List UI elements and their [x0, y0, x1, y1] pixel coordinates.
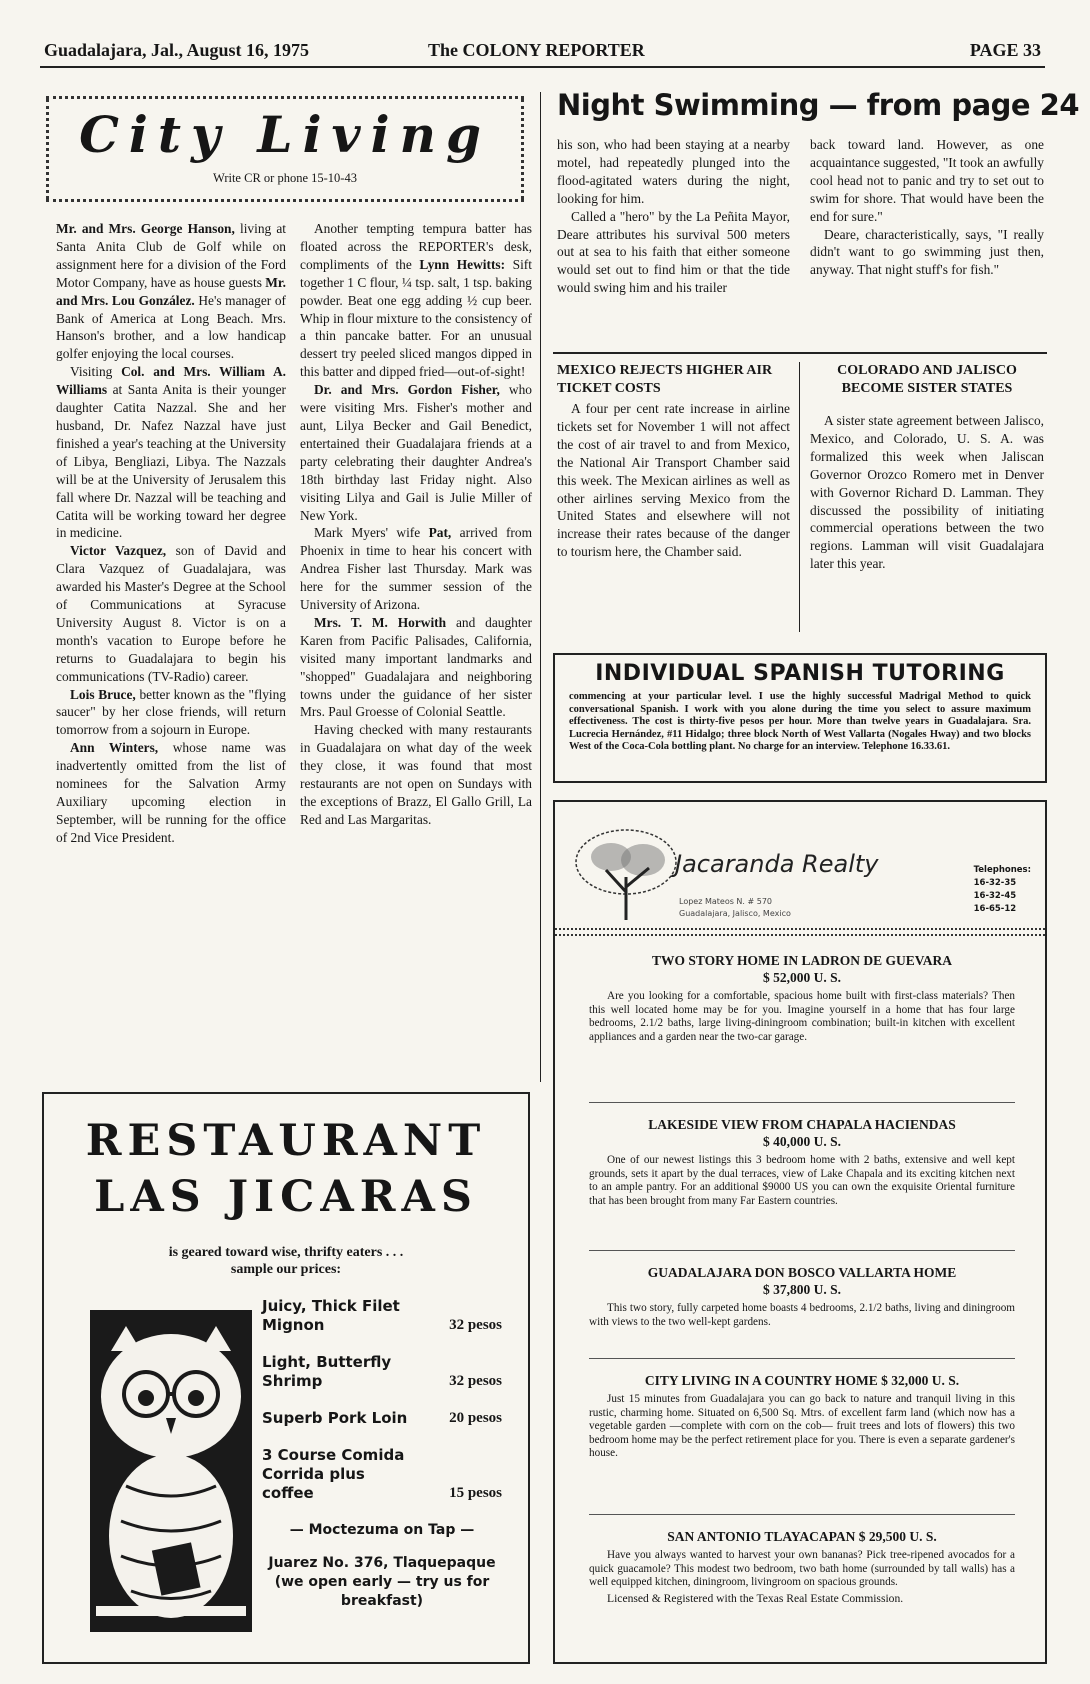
tutoring-ad-title: INDIVIDUAL SPANISH TUTORING — [595, 661, 1005, 686]
masthead-paper-name: The COLONY REPORTER — [428, 40, 645, 60]
paragraph: Victor Vazquez, son of David and Clara Vazquez of Guadalajara, was awarded his Master's Degree at the School of Communications at Syracuse University August 8. Victor is on a month's vacation to Europe before he returns to Guadalajara to begin his communications (TV-Radio) career. — [56, 543, 286, 684]
listing-divider — [589, 1250, 1015, 1251]
masthead-date: Guadalajara, Jal., August 16, 1975 — [44, 40, 310, 60]
paragraph: his son, who had been staying at a nearby motel, had repeatedly plunged into the flood-agitated waters during the night, looking for him. — [557, 137, 790, 206]
paragraph: Visiting Col. and Mrs. William A. Williams at Santa Anita is their younger daughter Catita Nazzal. She and her husband, Dr. Nafez Nazzal have just finished a year's teaching at the University of Libya, Bengliazi, Libya. The Nazzals will be at the University of Jerusalem this fall where Dr. Nazzal will be teaching and Catita will be working toward her degree in medicine. — [56, 364, 286, 541]
paragraph: Lois Bruce, better known as the "flying saucer" by her close friends, will return tomorrow from a sojourn in Europe. — [56, 686, 286, 738]
paragraph: Dr. and Mrs. Gordon Fisher, who were visiting Mrs. Fisher's mother and aunt, Lilya Becker and Gail Benedict, entertained their Guadalajara friends at a party celebrating their daughter Andrea's 18th birthday last Friday night. Also visiting Lilya and Gail is Julie Miller of New York. — [300, 382, 532, 523]
menu-item-name: 3 Course Comida Corrida plus coffee — [262, 1446, 405, 1502]
masthead-page-number: PAGE 33 — [969, 40, 1041, 60]
menu-item-name: Light, Butterfly Shrimp — [262, 1353, 392, 1390]
paragraph: Having checked with many restaurants in Guadalajara on what day of the week they close, it was found that most restaurants are not open on Sundays with the exceptions of Brazz, El Gallo Grill, La Red and Las Margaritas. — [300, 722, 532, 827]
realty-header-divider — [555, 928, 1045, 936]
city-living-title: City Living — [79, 105, 491, 164]
article-headline: MEXICO REJECTS HIGHER AIR TICKET COSTS — [557, 363, 773, 396]
paragraph: Mark Myers' wife Pat, arrived from Phoenix in time to hear his concert with Andrea Fisher last Thursday. Mark was here for the summer session of the University of Arizona. — [300, 525, 532, 613]
menu-item-price: 15 pesos — [449, 1485, 502, 1501]
column-divider — [799, 362, 800, 632]
owl-illustration-icon — [86, 1306, 256, 1636]
paragraph: Deare, characteristically, says, "I really didn't want to go swimming just then, anyway. That night stuff's for fish." — [810, 226, 1044, 278]
menu-item-price: 32 pesos — [449, 1317, 502, 1333]
listing-title: LAKESIDE VIEW FROM CHAPALA HACIENDAS — [648, 1117, 956, 1132]
paragraph: Ann Winters, whose name was inadvertently omitted from the list of nominees for the Salvation Army Auxiliary upcoming election in September, will be running for the office of 2nd Vice President. — [56, 740, 286, 845]
realty-address — [679, 896, 791, 920]
realty-address-line-2: Guadalajara, Jalisco, Mexico — [679, 909, 791, 918]
article-body: A four per cent rate increase in airline tickets set for November 1 will not affect the cost of air travel to and from Mexico, the National Air Transport Chamber said this week. The Mexican airlines as well as other airlines serving Mexico from the United States and elsewhere will not increase their rates because of the danger to tourism here, the Chamber said. — [557, 401, 790, 560]
jacaranda-realty-ad — [553, 800, 1047, 1664]
city-living-subtitle: Write CR or phone 15-10-43 — [213, 171, 357, 185]
menu-list — [262, 1297, 502, 1611]
paragraph: Called a "hero" by the La Peñita Mayor, Deare attributes his survival 500 meters out at sea to his faith that either someone would set out to find him or that the tide would swing him and his trailer — [557, 208, 790, 296]
listing-price: $ 40,000 U. S. — [762, 1134, 841, 1149]
menu-item — [262, 1409, 502, 1428]
city-living-column-2 — [300, 220, 532, 829]
telephone-number: 16-32-35 — [973, 878, 1017, 888]
section-divider — [553, 352, 1047, 354]
mexico-air-ticket-article — [557, 362, 790, 561]
listing-title: SAN ANTONIO TLAYACAPAN $ 29,500 U. S. — [667, 1529, 937, 1544]
listing-price: $ 52,000 U. S. — [762, 970, 841, 985]
menu-item — [262, 1353, 502, 1391]
moctezuma-on-tap: — Moctezuma on Tap — — [289, 1522, 475, 1538]
spanish-tutoring-ad — [553, 653, 1047, 783]
article-body: A sister state agreement between Jalisco, Mexico, and Colorado, U. S. A. was formalized this week when Jaliscan Governor Orozco Romero met in Denver with Governor Richard D. Lamman. They discussed the possibility of initiating commercial operations between the two regions. Lamman will visit Guadalajara later this year. — [810, 413, 1044, 572]
realty-listing — [589, 1116, 1015, 1208]
listing-body: Are you looking for a comfortable, spacious home built with first-class materials? Then this well located home may be for you. Imagine yourself in a home that has four large bedrooms, 2.1/2 baths, large living-diningroom combination; built-in kitchen with excellent appliances and a garden near the two-car garage. — [589, 990, 1015, 1043]
article-headline: COLORADO AND JALISCO BECOME SISTER STATES — [837, 363, 1017, 396]
restaurant-tagline — [44, 1244, 528, 1278]
listing-body: Have you always wanted to harvest your own bananas? Pick tree-ripened avocados for a quick guacamole? This modest two bedroom, two bath home (surrounded by tall walls) has a well equipped kitchen, diningroom, livingroom on spacious grounds. — [589, 1549, 1015, 1589]
listing-title: GUADALAJARA DON BOSCO VALLARTA HOME — [647, 1265, 957, 1280]
menu-item — [262, 1297, 502, 1335]
jacaranda-tree-icon — [571, 822, 681, 922]
realty-license-note: Licensed & Registered with the Texas Real Estate Commission. — [607, 1591, 904, 1605]
restaurant-ad — [42, 1092, 530, 1664]
menu-item-name: Superb Pork Loin — [262, 1409, 408, 1427]
realty-listing — [589, 1264, 1015, 1329]
realty-listing — [589, 1372, 1015, 1461]
listing-body: One of our newest listings this 3 bedroom home with 2 baths, extensive and well kept grounds, sets it apart by the dual terraces, view of Lake Chapala and its exciting kitchen next to an ample pantry. For an additional $9000 US you can own the exquisite Oriental furniture that has been brought from many Far Eastern countries. — [589, 1154, 1015, 1207]
realty-listing — [589, 952, 1015, 1044]
realty-name: Jacaranda Realty — [675, 850, 879, 878]
listing-title: CITY LIVING IN A COUNTRY HOME $ 32,000 U. S. — [644, 1373, 960, 1388]
column-divider — [540, 92, 541, 1082]
masthead — [40, 38, 1045, 68]
listing-divider — [589, 1514, 1015, 1515]
paragraph: Mrs. T. M. Horwith and daughter Karen from Pacific Palisades, California, visited many important landmarks and "shopped" Guadalajara and neighboring towns under the guidance of her sister Mrs. Paul Groesse of Colonial Seattle. — [300, 614, 532, 720]
tagline-line-2: sample our prices: — [230, 1262, 342, 1277]
tutoring-ad-body: commencing at your particular level. I use the highly successful Madrigal Method to quick conversational Spanish. I work with you alone during the time you select to assure maximum effectiveness. The cost is thirty-five pesos per hour. More than twelve years in Guadalajara. Sra. Lucrecia Hernández, #11 Hidalgo; three block North of West Vallarta (Nogales Hway) and two blocks West of the Coca-Cola bottling plant. No charge for an interview. Telephone 16.33.61. — [569, 691, 1031, 753]
listing-title: TWO STORY HOME IN LADRON DE GUEVARA — [651, 953, 953, 968]
listing-price: $ 37,800 U. S. — [762, 1282, 841, 1297]
night-swimming-headline: Night Swimming — from page 24 — [557, 88, 1080, 122]
colorado-jalisco-article — [810, 362, 1044, 573]
listing-body: Just 15 minutes from Guadalajara you can go back to nature and tranquil living in this rustic, charming home. Situated on 6,500 Sq. Mtrs. of excellent farm land (which now has a vegetable garden —complete with corn on the cob— fruit trees and lots of flowers) this two bedroom home may be the perfect retirement place for you. There is even a separate gardener's house. — [589, 1393, 1015, 1460]
night-swimming-column-1 — [557, 136, 790, 297]
tagline-line-1: is geared toward wise, thrifty eaters . . . — [168, 1245, 404, 1260]
paragraph: back toward land. However, as one acquaintance suggested, "It took an awfully cool head not to panic and try to set out to swim for shore. That would have been the end for sure." — [810, 137, 1044, 224]
listing-divider — [589, 1358, 1015, 1359]
menu-item — [262, 1446, 502, 1503]
city-living-column-1 — [56, 220, 286, 847]
telephone-number: 16-32-45 — [973, 891, 1017, 901]
restaurant-address: Juarez No. 376, Tlaquepaque — [268, 1555, 496, 1571]
telephone-label: Telephones: — [973, 865, 1031, 875]
listing-body: This two story, fully carpeted home boasts 4 bedrooms, 2.1/2 baths, living and diningroom with views to the two well-kept gardens. — [589, 1302, 1015, 1328]
realty-listing — [589, 1528, 1015, 1606]
restaurant-hours-note: (we open early — try us for breakfast) — [274, 1574, 490, 1609]
restaurant-name-line-1: RESTAURANT — [85, 1116, 487, 1166]
realty-address-line-1: Lopez Mateos N. # 570 — [679, 897, 773, 906]
telephone-number: 16-65-12 — [973, 904, 1017, 914]
menu-item-price: 32 pesos — [449, 1373, 502, 1389]
listing-divider — [589, 1102, 1015, 1103]
menu-item-name: Juicy, Thick Filet Mignon — [262, 1297, 400, 1334]
realty-telephones — [974, 864, 1031, 916]
restaurant-name-line-2: LAS JICARAS — [94, 1172, 478, 1222]
menu-item-price: 20 pesos — [449, 1410, 502, 1426]
city-living-header — [46, 96, 524, 202]
paragraph: Mr. and Mrs. George Hanson, living at Santa Anita Club de Golf while on assignment here for a division of the Ford Motor Company, have as house guests Mr. and Mrs. Lou González. He's manager of Bank of America at Long Beach. Mrs. Hanson's brother, and a low handicap golfer enjoying the local courses. — [56, 221, 287, 362]
night-swimming-column-2 — [810, 136, 1044, 279]
paragraph: Another tempting tempura batter has floated across the REPORTER's desk, compliments of the Lynn Hewitts: Sift together 1 C flour, ¼ tsp. salt, 1 tsp. baking powder. Beat one egg adding ½ cup beer. Whip in flour mixture to the consistency of a thin pancake batter. For an unusual dessert try peeled sliced mangos dipped in this batter and dipped fried—out-of-sight! — [300, 221, 532, 380]
